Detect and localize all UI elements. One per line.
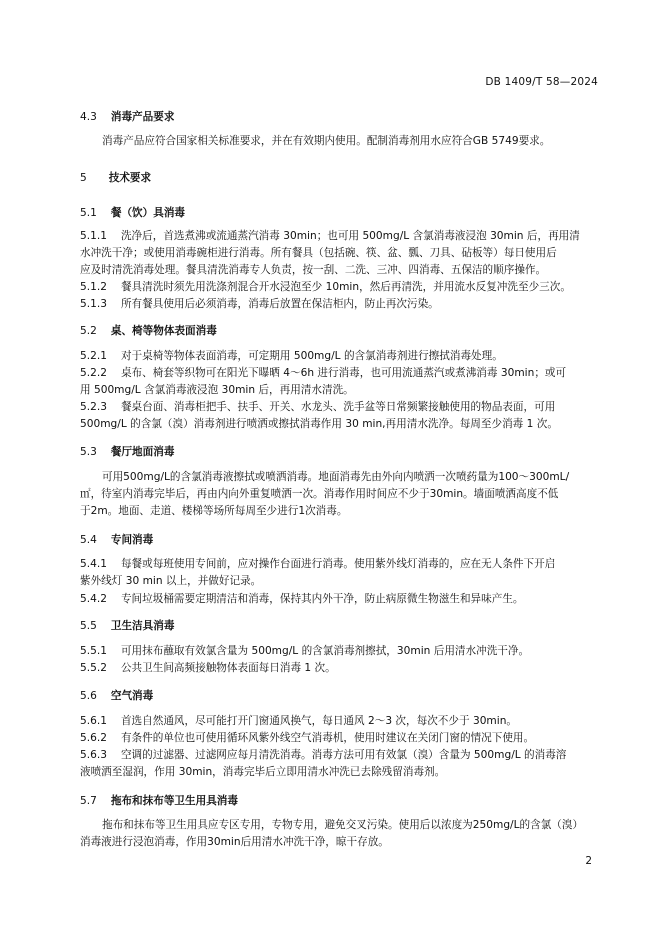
clause-5-5-1 xyxy=(80,644,598,658)
document-code: DB 1409/T 58—2024 xyxy=(485,76,598,88)
section-heading-5-6 xyxy=(80,689,598,703)
section-number: 5.1 xyxy=(80,207,97,219)
clause-number: 5.2.3 xyxy=(80,401,107,413)
section-heading-5-3 xyxy=(80,445,598,459)
section-title: 技术要求 xyxy=(108,172,152,184)
clause-number: 5.6.2 xyxy=(80,732,107,744)
section-title: 餐（饮）具消毒 xyxy=(110,207,186,219)
clause-text: 首选自然通风，尽可能打开门窗通风换气，每日通风 2～3 次，每次不少于 30min。 xyxy=(120,715,518,727)
clause-text: 对于桌椅等物体表面消毒，可定期用 500mg/L 的含氯消毒剂进行擦拭消毒处理。 xyxy=(120,350,503,362)
paragraph-line: ㎡，待室内消毒完毕后，再由内向外重复喷洒一次。消毒作用时间应不少于30min。墙面喷洒高度不低 xyxy=(80,488,559,500)
clause-text: 每餐或每班使用专间前，应对操作台面进行消毒。使用紫外线灯消毒的，应在无人条件下开启 xyxy=(120,558,556,570)
clause-number: 5.1.1 xyxy=(80,230,107,242)
section-heading-5-5 xyxy=(80,619,598,633)
clause-number: 5.4.2 xyxy=(80,593,107,605)
clause-5-2-3 xyxy=(80,400,598,414)
clause-5-4-2 xyxy=(80,592,598,606)
clause-text-line: 水冲洗干净；或使用消毒碗柜进行消毒。所有餐具（包括碗、筷、盆、瓢、刀具、砧板等）每日使用后 xyxy=(80,247,557,259)
paragraph-line: 拖布和抹布等卫生用具应专区专用，专物专用，避免交叉污染。使用后以浓度为250mg/L的含氯（溴） xyxy=(102,819,584,831)
clause-5-1-2 xyxy=(80,280,598,294)
section-title: 卫生洁具消毒 xyxy=(110,620,175,632)
section-heading-5 xyxy=(80,171,598,185)
clause-text: 有条件的单位也可使用循环风紫外线空气消毒机，使用时建议在关闭门窗的情况下使用。 xyxy=(120,732,535,744)
clause-text: 餐具清洗时须先用洗涤剂混合开水浸泡至少 10min，然后再清洗，并用流水反复冲洗至少三次。 xyxy=(120,281,571,293)
clause-number: 5.4.1 xyxy=(80,558,107,570)
section-title: 消毒产品要求 xyxy=(110,111,175,123)
clause-text-line: 液喷洒至湿润，作用 30min，消毒完毕后立即用清水冲洗已去除残留消毒剂。 xyxy=(80,766,446,778)
section-number: 5.6 xyxy=(80,690,97,702)
clause-text-line: 500mg/L 的含氯（溴）消毒剂进行喷洒或擦拭消毒作用 30 min,再用清水洗净。每周至少消毒 1 次。 xyxy=(80,418,558,430)
clause-number: 5.5.1 xyxy=(80,645,107,657)
clause-5-2-1 xyxy=(80,349,598,363)
clause-text: 公共卫生间高频接触物体表面每日消毒 1 次。 xyxy=(120,662,336,674)
clause-text: 空调的过滤器、过滤网应每月清洗消毒。消毒方法可用有效氯（溴）含量为 500mg/L 的消毒溶 xyxy=(120,749,567,761)
clause-number: 5.5.2 xyxy=(80,662,107,674)
clause-5-1-1 xyxy=(80,229,598,243)
section-number: 5 xyxy=(80,172,87,184)
section-title: 空气消毒 xyxy=(110,690,154,702)
clause-number: 5.2.1 xyxy=(80,350,107,362)
section-heading-5-1 xyxy=(80,206,598,220)
clause-text: 可用抹布蘸取有效氯含量为 500mg/L 的含氯消毒剂擦拭，30min 后用清水冲洗干净。 xyxy=(120,645,530,657)
clause-5-2-2 xyxy=(80,366,598,380)
clause-5-6-1 xyxy=(80,714,598,728)
section-number: 5.7 xyxy=(80,795,97,807)
section-number: 5.2 xyxy=(80,325,97,337)
clause-text-line: 紫外线灯 30 min 以上，并做好记录。 xyxy=(80,575,262,587)
section-title: 专间消毒 xyxy=(110,534,154,546)
clause-text: 桌布、椅套等织物可在阳光下曝晒 4～6h 进行消毒，也可用流通蒸汽或煮沸消毒 30min；或可 xyxy=(120,367,567,379)
clause-text-line: 用 500mg/L 含氯消毒液浸泡 30min 后，再用清水清洗。 xyxy=(80,384,354,396)
paragraph-line: 可用500mg/L的含氯消毒液擦拭或喷洒消毒。地面消毒先由外向内喷洒一次喷药量为100～300mL/ xyxy=(102,471,570,483)
section-heading-4-3 xyxy=(80,110,598,124)
clause-text: 洗净后，首选煮沸或流通蒸汽消毒 30min；也可用 500mg/L 含氯消毒液浸泡 30min 后，再用清 xyxy=(120,230,580,242)
clause-number: 5.1.2 xyxy=(80,281,107,293)
section-heading-5-2 xyxy=(80,324,598,338)
clause-5-6-2 xyxy=(80,731,598,745)
clause-5-6-3 xyxy=(80,748,598,762)
section-title: 拖布和抹布等卫生用具消毒 xyxy=(110,795,238,807)
clause-text: 餐桌台面、消毒柜把手、扶手、开关、水龙头、洗手盆等日常频繁接触使用的物品表面，可用 xyxy=(120,401,556,413)
clause-text-line: 应及时清洗消毒处理。餐具清洗消毒专人负责，按一刮、二洗、三冲、四消毒、五保洁的顺序操作。 xyxy=(80,264,547,276)
clause-text: 所有餐具使用后必须消毒，消毒后放置在保洁柜内，防止再次污染。 xyxy=(120,298,439,310)
clause-number: 5.6.3 xyxy=(80,749,107,761)
clause-number: 5.1.3 xyxy=(80,298,107,310)
section-number: 5.4 xyxy=(80,534,97,546)
paragraph-line: 消毒液进行浸泡消毒，作用30min后用清水冲洗干净，晾干存放。 xyxy=(80,836,389,848)
clause-number: 5.2.2 xyxy=(80,367,107,379)
section-heading-5-7 xyxy=(80,794,598,808)
clause-5-1-3 xyxy=(80,297,598,311)
section-number: 4.3 xyxy=(80,111,97,123)
section-title: 桌、椅等物体表面消毒 xyxy=(110,325,217,337)
section-heading-5-4 xyxy=(80,533,598,547)
section-title: 餐厅地面消毒 xyxy=(110,446,175,458)
section-number: 5.3 xyxy=(80,446,97,458)
paragraph: 消毒产品应符合国家相关标准要求，并在有效期内使用。配制消毒剂用水应符合GB 5749要求。 xyxy=(102,135,551,147)
page-number: 2 xyxy=(585,855,592,867)
clause-number: 5.6.1 xyxy=(80,715,107,727)
section-number: 5.5 xyxy=(80,620,97,632)
clause-5-4-1 xyxy=(80,557,598,571)
clause-5-5-2 xyxy=(80,661,598,675)
paragraph-line: 于2m。地面、走道、楼梯等场所每周至少进行1次消毒。 xyxy=(80,505,348,517)
clause-text: 专间垃圾桶需要定期清洁和消毒，保持其内外干净，防止病原微生物滋生和异味产生。 xyxy=(120,593,524,605)
